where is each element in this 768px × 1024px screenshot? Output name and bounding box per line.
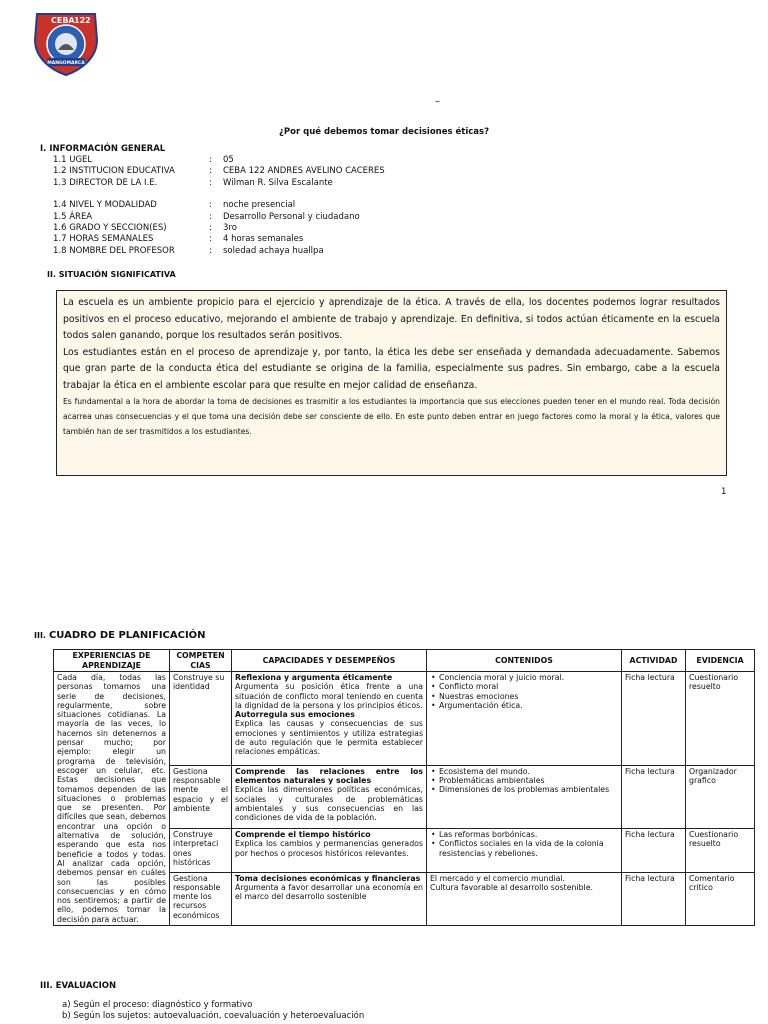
- header-capacidades: CAPACIDADES Y DESEMPEÑOS: [232, 650, 427, 672]
- info-value: 3ro: [223, 223, 237, 234]
- evidencia-cell: Cuestionario resuelto: [686, 829, 755, 872]
- info-key: 1.2 INSTITUCION EDUCATIVA: [53, 166, 175, 177]
- contenido-item: • Dimensiones de los problemas ambientales: [439, 785, 618, 794]
- desempeno-text: Argumenta su posición ética frente a una situación de conflicto moral teniendo en cuenta la dignidad de la persona y los principios éticos.: [235, 682, 423, 710]
- planning-table: [53, 649, 755, 926]
- school-logo: [31, 10, 101, 76]
- contenido-item: • Las reformas borbónicas.: [439, 830, 618, 839]
- info-value: Wilman R. Silva Escalante: [223, 177, 333, 188]
- info-row: 1.3 DIRECTOR DE LA I.E. : Wilman R. Silva Escalante: [53, 177, 333, 188]
- cuadro-title: CUADRO DE PLANIFICACIÓN: [48, 630, 206, 641]
- competencia-cell: Gestiona responsable mente los recursos económicos: [170, 872, 232, 925]
- capacidad-cell: [232, 872, 427, 925]
- desempeno-text: Argumenta a favor desarrollar una economía en el marco del desarrollo sostenible: [235, 882, 423, 902]
- info-value: noche presencial: [223, 200, 296, 211]
- cuadro-roman: III.: [34, 631, 46, 640]
- actividad-cell: Ficha lectura: [622, 672, 686, 766]
- info-key: 1.4 NIVEL Y MODALIDAD: [53, 200, 157, 211]
- info-row: 1.1 UGEL : 05: [53, 155, 234, 165]
- situacion-paragraph-1: La escuela es un ambiente propicio para el ejercicio y aprendizaje de la ética. A través de ella, los docentes podemos lograr resultados positivos en el proceso educativo, mejorando el ambiente de trabajo y aprendizaje. En definitiva, si todos actúan éticamente en la escuela todos salen ganando, porque los resultados serán positivos.: [63, 297, 720, 341]
- info-row: 1.7 HORAS SEMANALES : 4 horas semanales: [53, 234, 304, 245]
- info-row: 1.8 NOMBRE DEL PROFESOR : soledad achaya huallpa: [53, 245, 324, 256]
- info-heading: I. INFORMACIÓN GENERAL: [40, 144, 166, 154]
- contenido-item: • Nuestras emociones: [439, 692, 618, 701]
- actividad-cell: Ficha lectura: [622, 872, 686, 925]
- capacidad-title: Autorregula sus emociones: [235, 710, 355, 720]
- header-evidencia: EVIDENCIA: [686, 650, 755, 672]
- contenido-item: El mercado y el comercio mundial.: [430, 873, 565, 883]
- header-experiencias: EXPERIENCIAS DE APRENDIZAJE: [54, 650, 170, 672]
- info-row: 1.6 GRADO Y SECCION(ES) : 3ro: [53, 223, 237, 234]
- info-key: 1.5 ÁREA: [53, 211, 93, 222]
- contenidos-cell: [427, 872, 622, 925]
- capacidad-title: Reflexiona y argumenta éticamente: [235, 673, 393, 682]
- situacion-heading: II. SITUACIÓN SIGNIFICATIVA: [47, 270, 176, 279]
- evaluacion-heading: III. EVALUACION: [40, 981, 117, 991]
- contenido-item: • Argumentación ética.: [439, 701, 618, 710]
- header-contenidos: CONTENIDOS: [427, 650, 622, 672]
- logo-number: 122: [74, 16, 91, 25]
- logo-bottom-text: MANGOMARCA: [47, 61, 85, 66]
- info-key: 1.6 GRADO Y SECCION(ES): [53, 223, 167, 234]
- desempeno-text: Explica las causas y consecuencias de sus emociones y sentimientos y utiliza estrategias de auto regulación que le permita establecer relaciones empáticas.: [235, 719, 423, 757]
- capacidad-cell: [232, 829, 427, 872]
- document-title: ¿Por qué debemos tomar decisiones éticas?: [278, 127, 490, 137]
- evidencia-cell: Organizador grafico: [686, 765, 755, 829]
- capacidad-cell: [232, 672, 427, 766]
- capacidad-title: Toma decisiones económicas y financieras: [235, 873, 421, 883]
- info-value: soledad achaya huallpa: [223, 245, 324, 256]
- contenido-item: • Ecosistema del mundo.: [439, 767, 618, 776]
- table-header-row: [54, 650, 755, 672]
- desempeno-text: Explica los cambios y permanencias generados por hechos o procesos históricos relevantes.: [235, 839, 423, 858]
- desempeno-text: Explica las dimensiones políticas económicas, sociales y culturales de problemáticas ambientales y sus consecuencias en las condiciones de vida de la población.: [235, 785, 423, 823]
- info-row: 1.5 ÁREA : Desarrollo Personal y ciudadano: [53, 211, 360, 222]
- evaluacion-item: a) Según el proceso: diagnóstico y formativo: [62, 1000, 253, 1010]
- info-key: 1.7 HORAS SEMANALES: [53, 234, 154, 245]
- situacion-paragraph-2: Los estudiantes están en el proceso de aprendizaje y, por tanto, la ética les debe ser enseñada y demandada adecuadamente. Sabemos que gran parte de la conducta ética del estudiante se origina de la familia, especialmente sus padres. Sin embargo, cabe a la escuela trabajar la ética en el ambiente escolar para que resulte en mejor calidad de enseñanza.: [63, 346, 720, 391]
- dash-mark: –: [435, 96, 440, 107]
- info-value: 4 horas semanales: [223, 234, 304, 245]
- contenido-item: • Problemáticas ambientales: [439, 776, 618, 785]
- info-key: 1.8 NOMBRE DEL PROFESOR: [53, 245, 175, 256]
- actividad-cell: Ficha lectura: [622, 829, 686, 872]
- contenido-item: • Conciencia moral y juicio moral.: [439, 673, 618, 682]
- competencia-cell: Construye su identidad: [170, 672, 232, 766]
- header-competencias: COMPETEN CIAS: [170, 650, 232, 672]
- header-actividad: ACTIVIDAD: [622, 650, 686, 672]
- contenidos-cell: [427, 672, 622, 766]
- situacion-paragraph-3: Es fundamental a la hora de abordar la toma de decisiones es trasmitir a los estudiantes la importancia que sus elecciones pueden tener en el mundo real. Toda decisión acarrea unas consecuencias y el que toma una decisión debe ser consciente de ello. En este punto deben entrar en juego factores como la moral y la ética, valores que también han de ser trasmitidos a los estudiantes.: [63, 397, 720, 437]
- evidencia-cell: Comentario critico: [686, 872, 755, 925]
- info-block: [53, 155, 385, 257]
- info-value: Desarrollo Personal y ciudadano: [223, 211, 360, 222]
- info-row: 1.4 NIVEL Y MODALIDAD : noche presencial: [53, 200, 296, 211]
- info-value: 05: [223, 155, 234, 165]
- capacidad-title: Comprende el tiempo histórico: [235, 830, 371, 840]
- contenido-item: Cultura favorable al desarrollo sostenible.: [430, 882, 594, 892]
- contenido-item: • Conflictos sociales en la vida de la colonia resistencias y rebeliones.: [439, 839, 618, 858]
- info-key: 1.1 UGEL: [53, 155, 93, 165]
- experiencia-cell: Cada día, todas las personas tomamos una serie de decisiones, regularmente, sobre situaciones cotidianas. La mayoría de las veces, lo hacemos sin detenernos a pensar mucho; por ejemplo: elegir un programa de televisión, escoger un celular, etc. Estas decisiones que tomamos dependen de las situaciones o problemas que se presenten. Por difíciles que sean, debemos encontrar una opción o alternativa de solución, esperando que esta nos beneficie a todos y todas. Al analizar cada opción, debemos pensar en cuáles son las posibles consecuencias y en cómo nos sentiremos; a partir de ello, podemos tomar la decisión para actuar.: [54, 672, 170, 926]
- info-key: 1.3 DIRECTOR DE LA I.E.: [53, 177, 158, 188]
- cuadro-heading: [34, 630, 206, 641]
- capacidad-cell: [232, 765, 427, 829]
- contenidos-cell: [427, 829, 622, 872]
- info-row: 1.2 INSTITUCION EDUCATIVA : CEBA 122 ANDRES AVELINO CACERES: [53, 166, 385, 177]
- table-row: [54, 672, 755, 766]
- capacidad-title: Comprende las relaciones entre los elementos naturales y sociales: [235, 766, 423, 785]
- contenido-item: • Conflicto moral: [439, 682, 618, 691]
- contenidos-cell: [427, 765, 622, 829]
- evaluacion-item: b) Según los sujetos: autoevaluación, coevaluación y heteroevaluación: [62, 1011, 365, 1021]
- info-value: CEBA 122 ANDRES AVELINO CACERES: [223, 166, 385, 177]
- actividad-cell: Ficha lectura: [622, 765, 686, 829]
- evidencia-cell: Cuestionario resuelto: [686, 672, 755, 766]
- situacion-box: [56, 290, 727, 476]
- competencia-cell: Gestiona responsable mente el espacio y el ambiente: [170, 765, 232, 829]
- competencia-cell: Construye interpretaci ones históricas: [170, 829, 232, 872]
- page-number: 1: [721, 487, 727, 497]
- logo-top-text: CEBA: [51, 16, 75, 25]
